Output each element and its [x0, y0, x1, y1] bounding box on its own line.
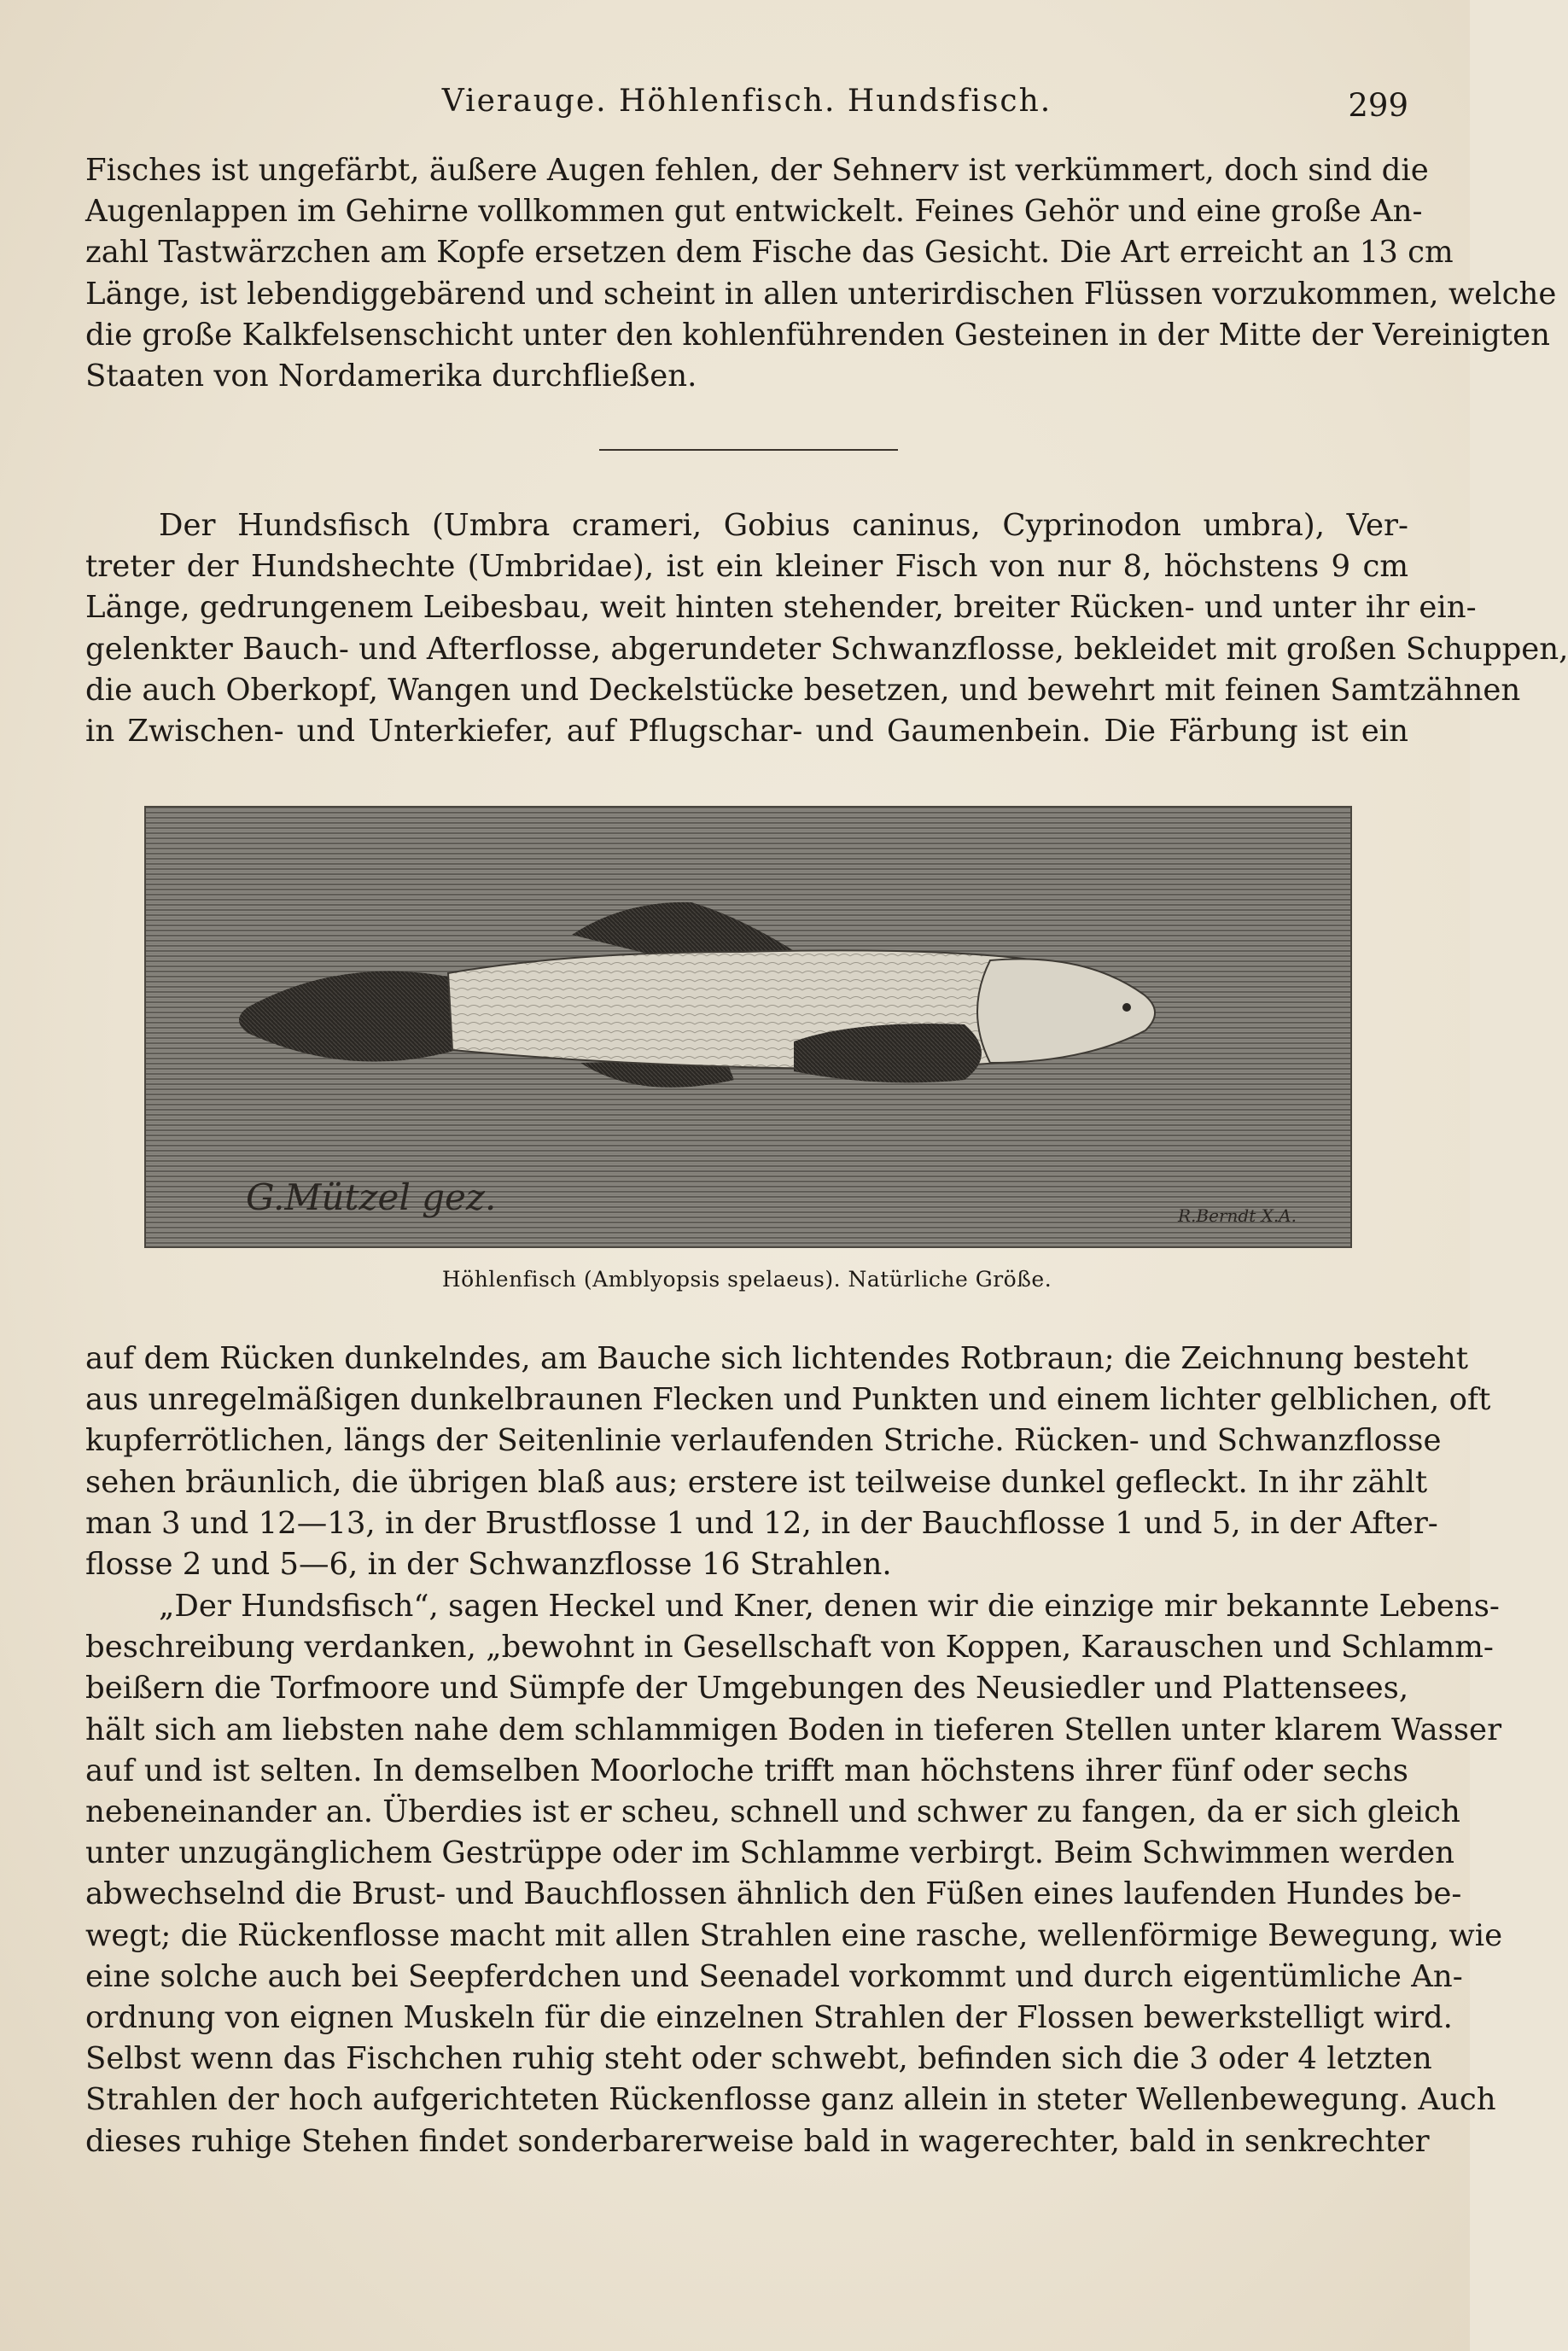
text-line: wegt; die Rückenflosse macht mit allen Strahlen eine rasche, wellenförmige Bewegung, wie — [85, 1917, 1503, 1953]
text-line: Der Hundsfisch (Umbra crameri, Gobius caninus, Cyprinodon umbra), Ver- — [159, 508, 1408, 543]
page-number: 299 — [1348, 87, 1408, 124]
text-line: eine solche auch bei Seepferdchen und Seenadel vorkommt und durch eigentümliche An- — [85, 1958, 1463, 1994]
text-line: hält sich am liebsten nahe dem schlammigen Boden in tieferen Stellen unter klarem Wasser — [85, 1712, 1502, 1747]
text-line: Fisches ist ungefärbt, äußere Augen fehlen, der Sehnerv ist verkümmert, doch sind die — [85, 153, 1429, 188]
text-line: in Zwischen- und Unterkiefer, auf Pflugschar- und Gaumenbein. Die Färbung ist ein — [85, 714, 1408, 750]
paragraph-hundsfisch-intro — [85, 505, 1568, 752]
text-line: zahl Tastwärzchen am Kopfe ersetzen dem Fische das Gesicht. Die Art erreicht an 13 cm — [85, 235, 1454, 271]
paragraph-coloration — [85, 1339, 1491, 1585]
text-line: flosse 2 und 5—6, in der Schwanzflosse 16 Strahlen. — [85, 1547, 892, 1583]
text-line: ordnung von eignen Muskeln für die einzelnen Strahlen der Flossen bewerkstelligt wird. — [85, 2000, 1453, 2036]
text-line: beißern die Torfmoore und Sümpfe der Umgebungen des Neusiedler und Plattensees, — [85, 1671, 1409, 1706]
text-line: sehen bräunlich, die übrigen blaß aus; erstere ist teilweise dunkel gefleckt. In ihr zählt — [85, 1464, 1428, 1500]
text-line: Staaten von Nordamerika durchfließen. — [85, 359, 697, 394]
text-line: beschreibung verdanken, „bewohnt in Gesellschaft von Koppen, Karauschen und Schlamm- — [85, 1630, 1494, 1666]
text-line: dieses ruhige Stehen findet sonderbarerweise bald in wagerechter, bald in senkrechter — [85, 2123, 1430, 2159]
text-line: die auch Oberkopf, Wangen und Deckelstücke besetzen, und bewehrt mit feinen Samtzähnen — [85, 672, 1521, 708]
text-line: auf dem Rücken dunkelndes, am Bauche sich lichtendes Rotbraun; die Zeichnung besteht — [85, 1341, 1468, 1376]
fish-engraving-image — [145, 807, 1351, 1247]
text-line: Länge, ist lebendiggebärend und scheint in allen unterirdischen Flüssen vorzukommen, welche — [85, 276, 1557, 312]
engraver-signature: R.Berndt X.A. — [1178, 1205, 1297, 1226]
text-line: abwechselnd die Brust- und Bauchflossen ähnlich den Füßen eines laufenden Hundes be- — [85, 1876, 1462, 1912]
fish-eye-spot — [1122, 1003, 1131, 1012]
paragraph-cave-fish-end — [85, 150, 1557, 397]
text-line: die große Kalkfelsenschicht unter den kohlenführenden Gesteinen in der Mitte der Vereinigten — [85, 317, 1550, 353]
running-head — [85, 79, 1408, 130]
text-line: aus unregelmäßigen dunkelbraunen Flecken und Punkten und einem lichter gelblichen, oft — [85, 1382, 1491, 1418]
paragraph-heckel-kner-quote — [85, 1586, 1503, 2162]
text-line: Strahlen der hoch aufgerichteten Rückenflosse ganz allein in steter Wellenbewegung. Auch — [85, 2082, 1496, 2118]
fish-illustration — [145, 807, 1351, 1247]
figure-caption: Höhlenfisch (Amblyopsis spelaeus). Natürliche Größe. — [441, 1267, 1052, 1292]
text-line: Länge, gedrungenem Leibesbau, weit hinten stehender, breiter Rücken- und unter ihr ein- — [85, 590, 1477, 626]
text-line: nebeneinander an. Überdies ist er scheu, schnell und schwer zu fangen, da er sich gleich — [85, 1794, 1460, 1830]
text-line: „Der Hundsfisch“, sagen Heckel und Kner, denen wir die einzige mir bekannte Lebens- — [159, 1589, 1500, 1624]
text-line: unter unzugänglichem Gestrüppe oder im Schlamme verbirgt. Beim Schwimmen werden — [85, 1835, 1455, 1871]
text-line: Selbst wenn das Fischchen ruhig steht oder schwebt, befinden sich die 3 oder 4 letzten — [85, 2041, 1432, 2077]
text-line: kupferrötlichen, längs der Seitenlinie verlaufenden Striche. Rücken- und Schwanzflosse — [85, 1423, 1442, 1459]
text-line: auf und ist selten. In demselben Moorloche trifft man höchstens ihrer fünf oder sechs — [85, 1753, 1408, 1788]
artist-signature: G.Mützel gez. — [246, 1176, 497, 1218]
text-line: gelenkter Bauch- und Afterflosse, abgerundeter Schwanzflosse, bekleidet mit großen Schuppen, — [85, 631, 1568, 667]
section-divider — [599, 449, 898, 451]
text-line: Augenlappen im Gehirne vollkommen gut entwickelt. Feines Gehör und eine große An- — [85, 194, 1423, 230]
text-line: treter der Hundshechte (Umbridae), ist ein kleiner Fisch von nur 8, höchstens 9 cm — [85, 549, 1408, 585]
running-title: Vierauge. Höhlenfisch. Hundsfisch. — [441, 84, 1052, 119]
text-line: man 3 und 12—13, in der Brustflosse 1 und 12, in der Bauchflosse 1 und 5, in der After- — [85, 1505, 1438, 1541]
